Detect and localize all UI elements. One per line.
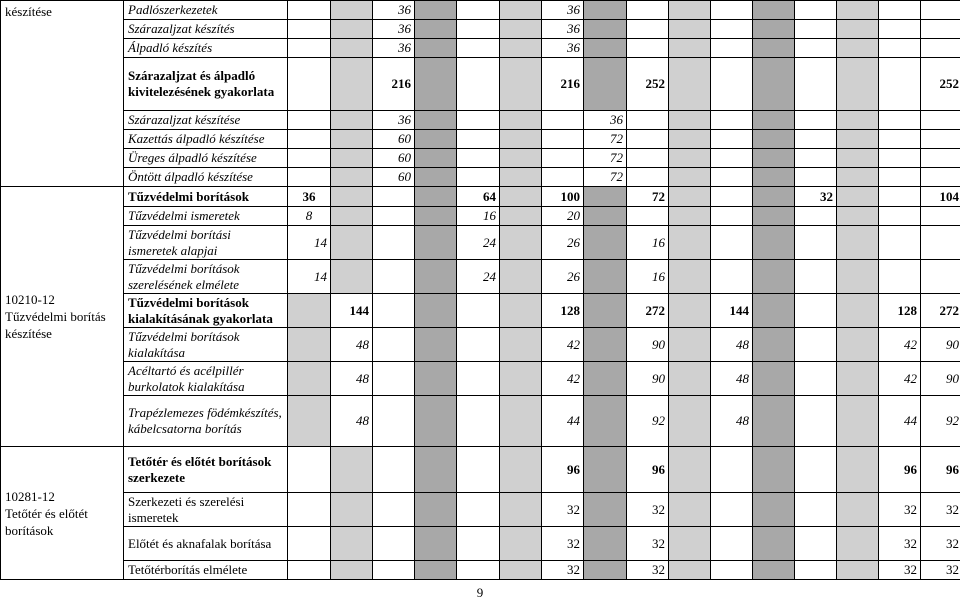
module-cell <box>1 447 124 580</box>
table-cell: 32 <box>879 561 921 580</box>
module-code: 10281-12 <box>5 488 55 504</box>
table-cell: 272 <box>921 294 960 328</box>
table-cell: 48 <box>711 396 753 447</box>
table-cell: 100 <box>542 187 584 207</box>
row-label: Tetőtér és előtét borítások szerkezete <box>124 447 288 493</box>
row-label: Kazettás álpadló készítése <box>124 130 288 149</box>
table-cell: 92 <box>627 396 669 447</box>
table-cell: 104 <box>921 187 960 207</box>
table-cell: 36 <box>542 1 584 20</box>
table-cell: 26 <box>542 260 584 294</box>
row-label: Tűzvédelmi borítások kialakítása <box>124 328 288 362</box>
table-cell: 48 <box>331 362 373 396</box>
row-label: Trapézlemezes födémkészítés, kábelcsatorna borítás <box>124 396 288 447</box>
table-cell: 32 <box>879 527 921 561</box>
table-row <box>1 493 960 527</box>
table-cell: 96 <box>921 447 960 493</box>
table-cell: 36 <box>373 39 415 58</box>
row-label: Tűzvédelmi borítások <box>124 187 288 207</box>
module-cell <box>1 1 124 187</box>
row-label: Szerkezeti és szerelési ismeretek <box>124 493 288 527</box>
module-name: Tetőtér és előtét borítások <box>5 505 88 538</box>
table-cell: 72 <box>627 187 669 207</box>
table-cell: 42 <box>542 328 584 362</box>
table-cell: 90 <box>627 362 669 396</box>
table-cell: 60 <box>373 149 415 168</box>
table-cell: 252 <box>627 58 669 111</box>
table-row <box>1 447 960 493</box>
table-cell: 14 <box>288 260 331 294</box>
row-label: Acéltartó és acélpillér burkolatok kialakítása <box>124 362 288 396</box>
table-cell: 42 <box>542 362 584 396</box>
table-row <box>1 226 960 260</box>
table-cell: 128 <box>879 294 921 328</box>
table-cell: 36 <box>542 39 584 58</box>
module-name: Tűzvédelmi borítás készítése <box>5 309 106 341</box>
table-cell: 36 <box>373 111 415 130</box>
table-cell: 90 <box>921 362 960 396</box>
table-cell: 72 <box>584 149 627 168</box>
table-cell: 48 <box>711 328 753 362</box>
table-row <box>1 396 960 447</box>
table-cell: 96 <box>627 447 669 493</box>
table-row <box>1 260 960 294</box>
table-cell: 32 <box>627 527 669 561</box>
table-cell: 90 <box>627 328 669 362</box>
row-label: Szárazaljzat és álpadló kivitelezésének gyakorlata <box>124 58 288 111</box>
table-cell: 36 <box>584 111 627 130</box>
table-cell: 8 <box>288 207 331 226</box>
table-cell: 96 <box>879 447 921 493</box>
row-label: Öntött álpadló készítése <box>124 168 288 187</box>
table-cell: 144 <box>711 294 753 328</box>
table-row <box>1 111 960 130</box>
table-cell: 252 <box>921 58 960 111</box>
table-cell: 32 <box>542 561 584 580</box>
module-cell <box>1 187 124 447</box>
table-cell: 20 <box>542 207 584 226</box>
table-cell: 60 <box>373 168 415 187</box>
table-cell: 64 <box>457 187 500 207</box>
table-cell: 32 <box>921 493 960 527</box>
table-row <box>1 1 960 20</box>
table-cell: 24 <box>457 260 500 294</box>
table-cell: 92 <box>921 396 960 447</box>
table-cell: 16 <box>457 207 500 226</box>
table-cell: 128 <box>542 294 584 328</box>
table-cell: 26 <box>542 226 584 260</box>
table-cell: 32 <box>921 527 960 561</box>
table-cell: 36 <box>373 20 415 39</box>
table-cell: 32 <box>627 561 669 580</box>
row-label: Szárazaljzat készítés <box>124 20 288 39</box>
table-row <box>1 328 960 362</box>
table-cell: 144 <box>331 294 373 328</box>
table-cell: 32 <box>879 493 921 527</box>
table-row <box>1 168 960 187</box>
table-cell: 32 <box>795 187 837 207</box>
row-label: Szárazaljzat készítése <box>124 111 288 130</box>
module-code: 10210-12 <box>5 292 55 307</box>
page-number: 9 <box>476 585 484 600</box>
table-cell: 36 <box>373 1 415 20</box>
table-row <box>1 20 960 39</box>
table-row <box>1 39 960 58</box>
table-cell: 16 <box>627 260 669 294</box>
row-label: Előtét és aknafalak borítása <box>124 527 288 561</box>
table-row <box>1 130 960 149</box>
row-label: Padlószerkezetek <box>124 1 288 20</box>
table-row <box>1 149 960 168</box>
row-label: Tűzvédelmi borítási ismeretek alapjai <box>124 226 288 260</box>
table-cell: 14 <box>288 226 331 260</box>
table-cell: 96 <box>542 447 584 493</box>
table-cell: 60 <box>373 130 415 149</box>
table-cell: 42 <box>879 362 921 396</box>
table-row <box>1 187 960 207</box>
module-name: készítése <box>5 4 52 19</box>
table-cell: 272 <box>627 294 669 328</box>
table-cell: 32 <box>542 493 584 527</box>
table-row <box>1 362 960 396</box>
table-row <box>1 58 960 111</box>
table-row <box>1 561 960 580</box>
table-cell: 36 <box>288 187 331 207</box>
table-cell: 72 <box>584 130 627 149</box>
row-label: Álpadló készítés <box>124 39 288 58</box>
row-label: Üreges álpadló készítése <box>124 149 288 168</box>
table-cell: 48 <box>331 328 373 362</box>
table-cell: 216 <box>542 58 584 111</box>
table-cell: 48 <box>711 362 753 396</box>
table-cell: 48 <box>331 396 373 447</box>
table-cell: 32 <box>542 527 584 561</box>
table-row <box>1 207 960 226</box>
table-cell: 32 <box>921 561 960 580</box>
row-label: Tűzvédelmi ismeretek <box>124 207 288 226</box>
table-cell: 16 <box>627 226 669 260</box>
row-label: Tűzvédelmi borítások szerelésének elmélete <box>124 260 288 294</box>
table-cell: 216 <box>373 58 415 111</box>
table-cell: 44 <box>879 396 921 447</box>
table-row <box>1 527 960 561</box>
table-cell: 90 <box>921 328 960 362</box>
table-cell: 42 <box>879 328 921 362</box>
row-label: Tetőtérborítás elmélete <box>124 561 288 580</box>
table-cell: 44 <box>542 396 584 447</box>
table-row <box>1 294 960 328</box>
table-cell: 32 <box>627 493 669 527</box>
table-cell: 72 <box>584 168 627 187</box>
table-cell: 36 <box>542 20 584 39</box>
row-label: Tűzvédelmi borítások kialakításának gyakorlata <box>124 294 288 328</box>
table-cell: 24 <box>457 226 500 260</box>
